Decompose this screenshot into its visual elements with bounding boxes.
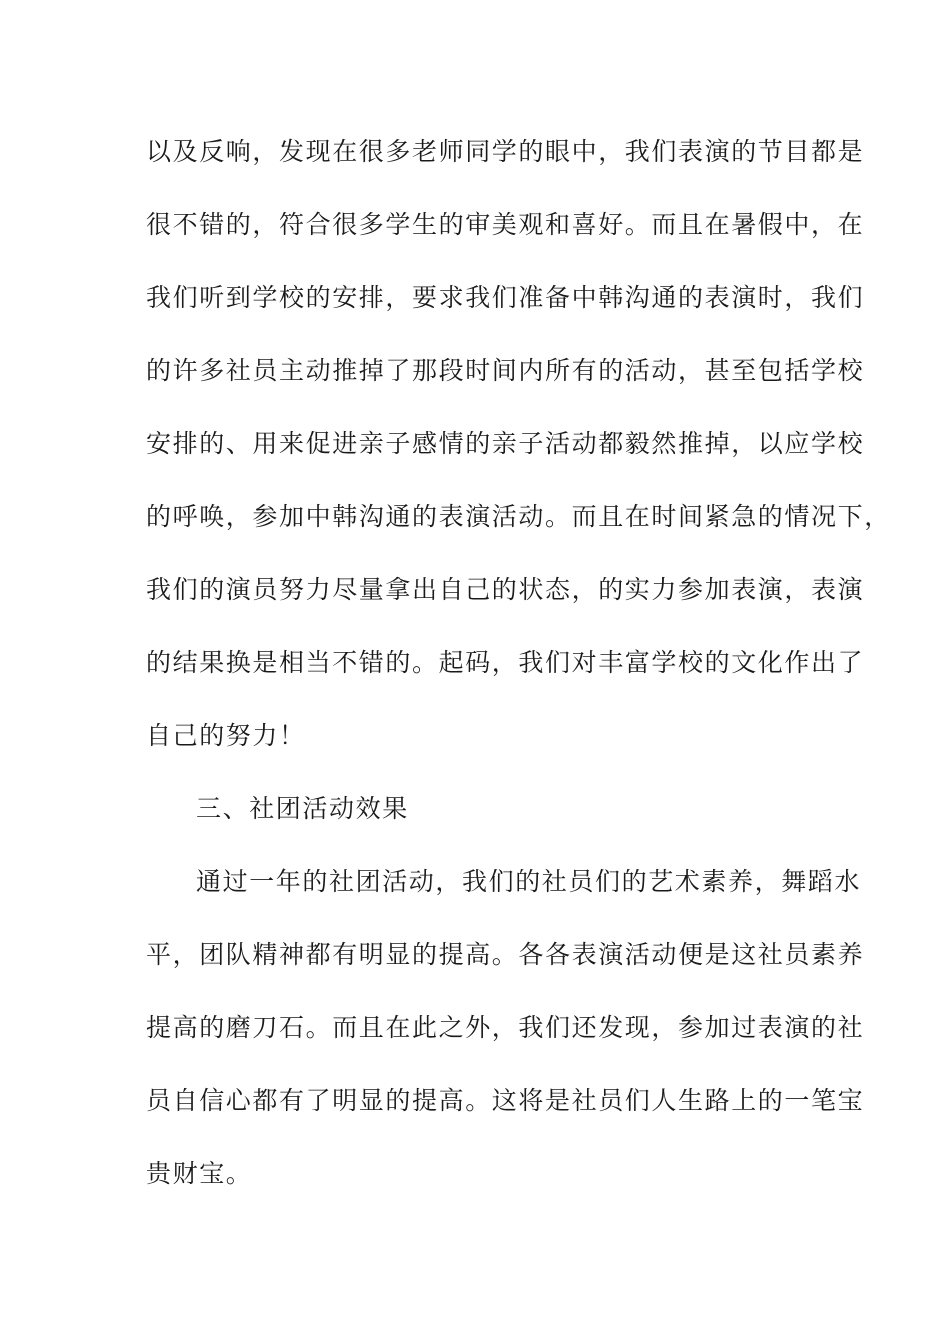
text-line: 提高的磨刀石。而且在此之外，我们还发现，参加过表演的社: [146, 1013, 865, 1042]
text-line: 员自信心都有了明显的提高。这将是社员们人生路上的一笔宝: [146, 1086, 865, 1115]
text-line: 很不错的，符合很多学生的审美观和喜好。而且在暑假中，在: [146, 210, 865, 239]
document-body: [146, 130, 891, 1225]
text-line: 安排的、用来促进亲子感情的亲子活动都毅然推掉，以应学校: [146, 429, 865, 458]
paragraph-activity-response: [146, 130, 891, 787]
text-line: 的结果换是相当不错的。起码，我们对丰富学校的文化作出了: [146, 648, 865, 677]
text-line: 通过一年的社团活动，我们的社员们的艺术素养，舞蹈水: [196, 867, 862, 896]
text-line: 的呼唤，参加中韩沟通的表演活动。而且在时间紧急的情况下，: [146, 502, 891, 531]
section-heading: 三、社团活动效果: [196, 794, 409, 823]
text-line: 贵财宝。: [146, 1159, 253, 1188]
text-line: 我们的演员努力尽量拿出自己的状态，的实力参加表演，表演: [146, 575, 865, 604]
text-line: 以及反响，发现在很多老师同学的眼中，我们表演的节目都是: [146, 137, 865, 166]
text-line: 自己的努力！: [146, 721, 306, 750]
paragraph-activity-effect: [146, 860, 865, 1225]
text-line: 我们听到学校的安排，要求我们准备中韩沟通的表演时，我们: [146, 283, 865, 312]
text-line: 的许多社员主动推掉了那段时间内所有的活动，甚至包括学校: [146, 356, 865, 385]
text-line: 平，团队精神都有明显的提高。各各表演活动便是这社员素养: [146, 940, 865, 969]
